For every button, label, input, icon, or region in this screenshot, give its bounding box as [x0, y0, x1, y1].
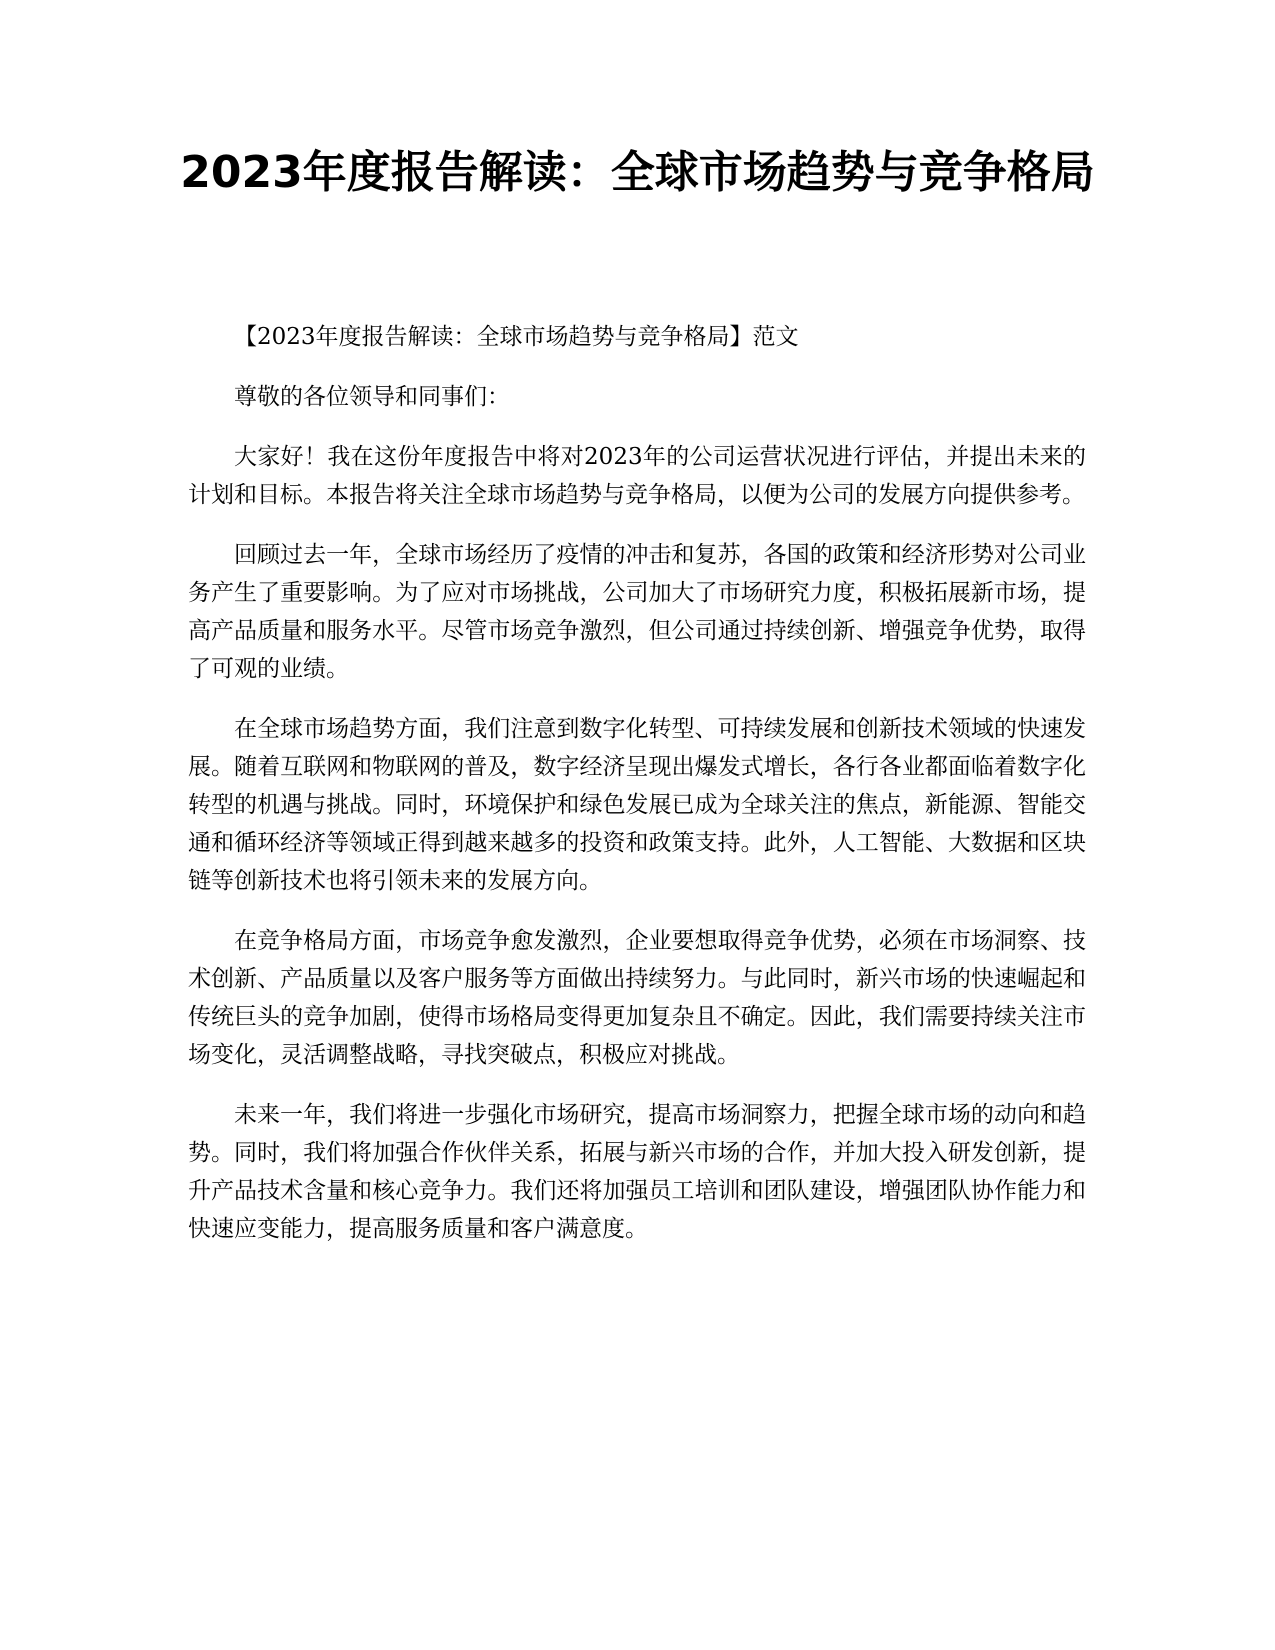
document-title: 2023年度报告解读：全球市场趋势与竞争格局	[180, 147, 1095, 198]
outlook-paragraph: 未来一年，我们将进一步强化市场研究，提高市场洞察力，把握全球市场的动向和趋势。同时，我们将加强合作伙伴关系，拓展与新兴市场的合作，并加大投入研发创新，提升产品技术含量和核心竞争力。我们还将加强员工培训和团队建设，增强团队协作能力和快速应变能力，提高服务质量和客户满意度。	[188, 1102, 1086, 1242]
document-body	[188, 318, 1086, 1270]
subtitle-paragraph: 【2023年度报告解读：全球市场趋势与竞争格局】范文	[234, 324, 799, 350]
salutation-paragraph: 尊敬的各位领导和同事们：	[234, 384, 510, 410]
market-trends-paragraph: 在全球市场趋势方面，我们注意到数字化转型、可持续发展和创新技术领域的快速发展。随着互联网和物联网的普及，数字经济呈现出爆发式增长，各行各业都面临着数字化转型的机遇与挑战。同时，环境保护和绿色发展已成为全球关注的焦点，新能源、智能交通和循环经济等领域正得到越来越多的投资和政策支持。此外，人工智能、大数据和区块链等创新技术也将引领未来的发展方向。	[188, 716, 1086, 894]
review-paragraph: 回顾过去一年，全球市场经历了疫情的冲击和复苏，各国的政策和经济形势对公司业务产生了重要影响。为了应对市场挑战，公司加大了市场研究力度，积极拓展新市场，提高产品质量和服务水平。尽管市场竞争激烈，但公司通过持续创新、增强竞争优势，取得了可观的业绩。	[188, 542, 1086, 682]
intro-paragraph: 大家好！我在这份年度报告中将对2023年的公司运营状况进行评估，并提出未来的计划和目标。本报告将关注全球市场趋势与竞争格局，以便为公司的发展方向提供参考。	[188, 444, 1086, 508]
competition-paragraph: 在竞争格局方面，市场竞争愈发激烈，企业要想取得竞争优势，必须在市场洞察、技术创新、产品质量以及客户服务等方面做出持续努力。与此同时，新兴市场的快速崛起和传统巨头的竞争加剧，使得市场格局变得更加复杂且不确定。因此，我们需要持续关注市场变化，灵活调整战略，寻找突破点，积极应对挑战。	[188, 928, 1086, 1068]
